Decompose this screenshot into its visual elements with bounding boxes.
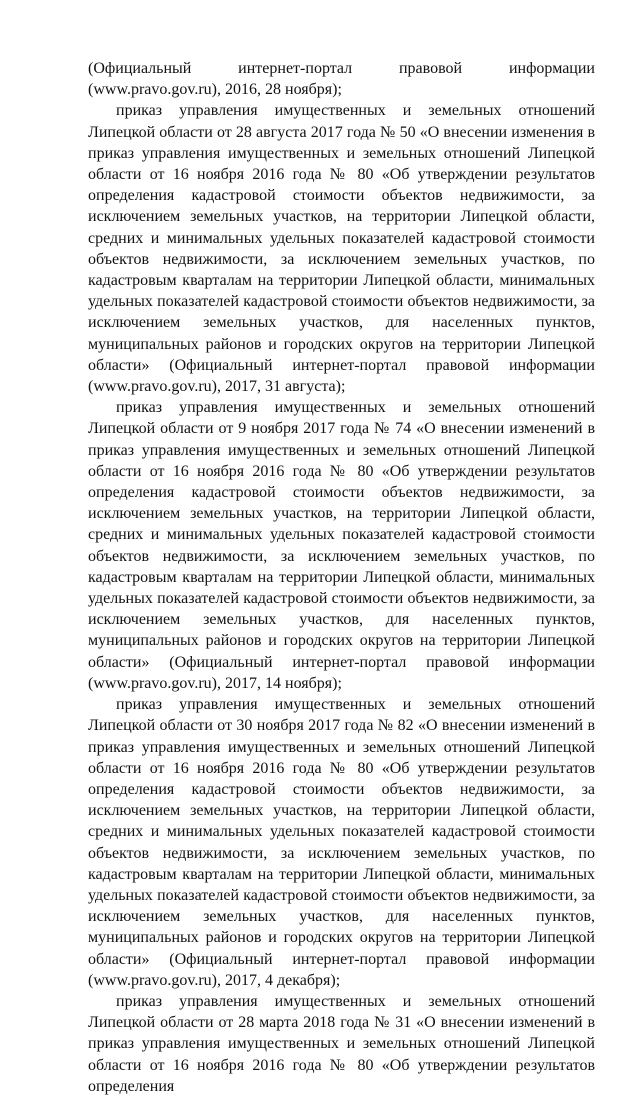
paragraph-order-31: приказ управления имущественных и земельных отношений Липецкой области от 28 марта 2018 года № 31 «О внесении изменений в приказ управления имущественных и земельных отношений Липецкой области от 16 ноября 2016 года № 80 «Об утверждении результатов определения — [88, 992, 595, 1095]
paragraph-continuation: (Официальный интернет-портал правовой информации (www.pravo.gov.ru), 2016, 28 ноября); — [88, 60, 595, 99]
document-page — [88, 58, 595, 1097]
paragraph-order-74: приказ управления имущественных и земельных отношений Липецкой области от 9 ноября 2017 года № 74 «О внесении изменений в приказ управления имущественных и земельных отношений Липецкой области от 16 ноября 2016 года № 80 «Об утверждении результатов определения кадастровой стоимости объектов недвижимости, за исключением земельных участков, на территории Липецкой области, средних и минимальных удельных показателей кадастровой стоимости объектов недвижимости, за исключением земельных участков, по кадастровым кварталам на территории Липецкой области, минимальных удельных показателей кадастровой стоимости объектов недвижимости, за исключением земельных участков, для населенных пунктов, муниципальных районов и городских округов на территории Липецкой области» (Официальный интернет-портал правовой информации (www.pravo.gov.ru), 2017, 14 ноября); — [88, 399, 595, 692]
paragraph-order-50: приказ управления имущественных и земельных отношений Липецкой области от 28 августа 2017 года № 50 «О внесении изменения в приказ управления имущественных и земельных отношений Липецкой области от 16 ноября 2016 года № 80 «Об утверждении результатов определения кадастровой стоимости объектов недвижимости, за исключением земельных участков, на территории Липецкой области, средних и минимальных удельных показателей кадастровой стоимости объектов недвижимости, за исключением земельных участков, по кадастровым кварталам на территории Липецкой области, минимальных удельных показателей кадастровой стоимости объектов недвижимости, за исключением земельных участков, для населенных пунктов, муниципальных районов и городских округов на территории Липецкой области» (Официальный интернет-портал правовой информации (www.pravo.gov.ru), 2017, 31 августа); — [88, 102, 595, 396]
paragraph-order-82: приказ управления имущественных и земельных отношений Липецкой области от 30 ноября 2017 года № 82 «О внесении изменений в приказ управления имущественных и земельных отношений Липецкой области от 16 ноября 2016 года № 80 «Об утверждении результатов определения кадастровой стоимости объектов недвижимости, за исключением земельных участков, на территории Липецкой области, средних и минимальных удельных показателей кадастровой стоимости объектов недвижимости, за исключением земельных участков, по кадастровым кварталам на территории Липецкой области, минимальных удельных показателей кадастровой стоимости объектов недвижимости, за исключением земельных участков, для населенных пунктов, муниципальных районов и городских округов на территории Липецкой области» (Официальный интернет-портал правовой информации (www.pravo.gov.ru), 2017, 4 декабря); — [88, 696, 595, 989]
